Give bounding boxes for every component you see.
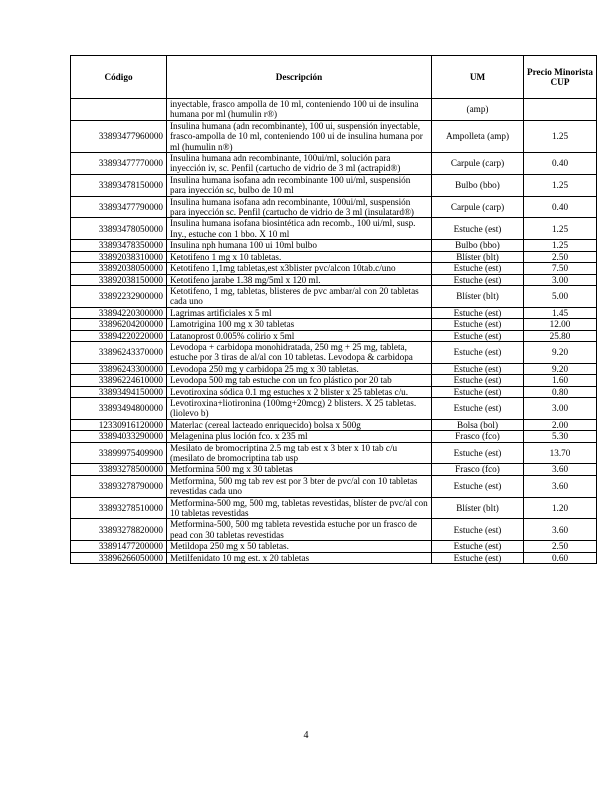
description-cell: Metilfenidato 10 mg est. x 20 tabletas (167, 552, 432, 563)
description-cell: Latanoprost 0.005% colirio x 5ml (167, 330, 432, 341)
code-cell: 33896224610000 (71, 375, 167, 386)
description-cell: Ketotifeno jarabe 1.38 mg/5ml x 120 ml. (167, 274, 432, 285)
table-row (71, 319, 597, 330)
code-cell: 33892232900000 (71, 285, 167, 307)
table-row (71, 541, 597, 552)
um-cell: Ampolleta (amp) (432, 120, 524, 152)
price-cell: 0.40 (524, 196, 597, 218)
um-cell: Estuche (est) (432, 363, 524, 374)
code-cell: 33894220220000 (71, 330, 167, 341)
price-cell: 12.00 (524, 319, 597, 330)
table-row (71, 552, 597, 563)
um-cell: Estuche (est) (432, 307, 524, 318)
description-cell: Melagenina plus loción fco. x 235 ml (167, 431, 432, 442)
um-cell: (amp) (432, 99, 524, 121)
table-row (71, 274, 597, 285)
table-row (71, 341, 597, 363)
table-body (71, 99, 597, 564)
code-cell: 33896243300000 (71, 363, 167, 374)
description-cell: Metformina-500, 500 mg tableta revestida estuche por un frasco de pead con 30 tabletas revestidas (167, 519, 432, 541)
code-cell: 33893494800000 (71, 397, 167, 419)
code-cell: 33892038310000 (71, 251, 167, 262)
um-cell: Frasco (fco) (432, 431, 524, 442)
price-cell: 1.25 (524, 120, 597, 152)
table-row (71, 99, 597, 121)
price-table (70, 55, 597, 564)
um-cell: Estuche (est) (432, 375, 524, 386)
code-cell: 33893478350000 (71, 240, 167, 251)
header-row (71, 56, 597, 99)
price-cell: 9.20 (524, 363, 597, 374)
price-cell: 3.00 (524, 274, 597, 285)
description-cell: Ketotifeno 1,1mg tabletas,est x3blister pvc/alcon 10tab.c/uno (167, 263, 432, 274)
price-cell: 1.25 (524, 174, 597, 196)
code-cell: 33893477960000 (71, 120, 167, 152)
code-cell: 33894033290000 (71, 431, 167, 442)
um-cell: Estuche (est) (432, 386, 524, 397)
um-cell: Blíster (blt) (432, 251, 524, 262)
table-row (71, 285, 597, 307)
description-cell: Insulina humana isofana adn recombinante 100 ui/ml, suspensión para inyección sc, bulbo de 10 ml (167, 174, 432, 196)
um-cell: Estuche (est) (432, 341, 524, 363)
um-cell: Frasco (fco) (432, 464, 524, 475)
description-cell: Lamotrigina 100 mg x 30 tabletas (167, 319, 432, 330)
code-cell: 33893477790000 (71, 196, 167, 218)
code-cell: 33893478150000 (71, 174, 167, 196)
header-price: Precio Minorista CUP (524, 56, 597, 99)
price-cell: 3.00 (524, 397, 597, 419)
um-cell: Carpule (carp) (432, 153, 524, 175)
description-cell: Metildopa 250 mg x 50 tabletas. (167, 541, 432, 552)
um-cell: Estuche (est) (432, 475, 524, 497)
description-cell: Materlac (cereal lacteado enriquecido) bolsa x 500g (167, 419, 432, 430)
price-cell: 7.50 (524, 263, 597, 274)
description-cell: Metformina 500 mg x 30 tabletas (167, 464, 432, 475)
um-cell: Blíster (blt) (432, 285, 524, 307)
price-cell: 0.40 (524, 153, 597, 175)
price-cell: 1.25 (524, 218, 597, 240)
price-cell: 1.45 (524, 307, 597, 318)
um-cell: Carpule (carp) (432, 196, 524, 218)
price-cell: 2.50 (524, 541, 597, 552)
description-cell: Metformina, 500 mg tab rev est por 3 bter de pvc/al con 10 tabletas revestidas cada uno (167, 475, 432, 497)
description-cell: inyectable, frasco ampolla de 10 ml, conteniendo 100 ui de insulina humana por ml (humulin r®) (167, 99, 432, 121)
um-cell: Estuche (est) (432, 274, 524, 285)
price-cell: 5.00 (524, 285, 597, 307)
description-cell: Insulina humana isofana adn recombinante, 100ui/ml, suspensión para inyección sc. Penfil (cartucho de vidrio de 3 ml (insulatard®) (167, 196, 432, 218)
table-row (71, 196, 597, 218)
price-cell: 5.30 (524, 431, 597, 442)
um-cell: Estuche (est) (432, 397, 524, 419)
price-cell: 0.80 (524, 386, 597, 397)
um-cell: Estuche (est) (432, 552, 524, 563)
table-row (71, 251, 597, 262)
price-cell: 9.20 (524, 341, 597, 363)
code-cell: 33893478050000 (71, 218, 167, 240)
table-row (71, 397, 597, 419)
um-cell: Estuche (est) (432, 541, 524, 552)
price-cell (524, 99, 597, 121)
code-cell: 33893278790000 (71, 475, 167, 497)
code-cell: 33892038150000 (71, 274, 167, 285)
table-row (71, 174, 597, 196)
um-cell: Estuche (est) (432, 218, 524, 240)
description-cell: Lagrimas artificiales x 5 ml (167, 307, 432, 318)
code-cell: 33894220300000 (71, 307, 167, 318)
price-cell: 0.60 (524, 552, 597, 563)
code-cell (71, 99, 167, 121)
code-cell: 33896266050000 (71, 552, 167, 563)
header-um: UM (432, 56, 524, 99)
description-cell: Levodopa + carbidopa monohidratada, 250 mg + 25 mg, tableta, estuche por 3 tiras de al/al con 10 tabletas. Levodopa & carbidopa (167, 341, 432, 363)
description-cell: Levodopa 250 mg y carbidopa 25 mg x 30 tabletas. (167, 363, 432, 374)
um-cell: Estuche (est) (432, 330, 524, 341)
price-cell: 3.60 (524, 519, 597, 541)
description-cell: Insulina humana isofana biosintética adn recomb., 100 ui/ml, susp. Iny., estuche con 1 bbo. X 10 ml (167, 218, 432, 240)
code-cell: 12330916120000 (71, 419, 167, 430)
code-cell: 33893278820000 (71, 519, 167, 541)
price-cell: 2.00 (524, 419, 597, 430)
table-row (71, 442, 597, 464)
table-row (71, 464, 597, 475)
table-row (71, 386, 597, 397)
price-cell: 1.25 (524, 240, 597, 251)
um-cell: Estuche (est) (432, 442, 524, 464)
code-cell: 33893477770000 (71, 153, 167, 175)
header-code: Código (71, 56, 167, 99)
code-cell: 33893494150000 (71, 386, 167, 397)
price-cell: 25.80 (524, 330, 597, 341)
price-cell: 2.50 (524, 251, 597, 262)
description-cell: Levotiroxina+liotironina (100mg+20mcg) 2 blisters. X 25 tabletas.(liolevo b) (167, 397, 432, 419)
code-cell: 33896204200000 (71, 319, 167, 330)
description-cell: Insulina humana (adn recombinante), 100 ui, suspensión inyectable, frasco-ampolla de 10 ml, conteniendo 100 ui de insulina humana por ml (humulin n®) (167, 120, 432, 152)
description-cell: Levodopa 500 mg tab estuche con un fco plástico por 20 tab (167, 375, 432, 386)
code-cell: 33893278500000 (71, 464, 167, 475)
table-row (71, 431, 597, 442)
table-row (71, 475, 597, 497)
table-row (71, 419, 597, 430)
table-row (71, 519, 597, 541)
price-cell: 1.20 (524, 497, 597, 519)
price-cell: 13.70 (524, 442, 597, 464)
description-cell: Insulina nph humana 100 ui 10ml bulbo (167, 240, 432, 251)
table-row (71, 240, 597, 251)
um-cell: Estuche (est) (432, 519, 524, 541)
description-cell: Ketotifeno 1 mg x 10 tabletas. (167, 251, 432, 262)
page-number: 4 (303, 730, 309, 741)
table-row (71, 263, 597, 274)
um-cell: Bolsa (bol) (432, 419, 524, 430)
code-cell: 33896243370000 (71, 341, 167, 363)
um-cell: Bulbo (bbo) (432, 240, 524, 251)
table-row (71, 307, 597, 318)
um-cell: Bulbo (bbo) (432, 174, 524, 196)
description-cell: Metformina-500 mg, 500 mg, tabletas revestidas, blíster de pvc/al con 10 tabletas revestidas (167, 497, 432, 519)
code-cell: 33899975409900 (71, 442, 167, 464)
description-cell: Insulina humana adn recombinante, 100ui/ml, solución para inyección iv, sc. Penfil (cartucho de vidrio de 3 ml (actrapid®) (167, 153, 432, 175)
um-cell: Estuche (est) (432, 319, 524, 330)
table-row (71, 363, 597, 374)
um-cell: Blíster (blt) (432, 497, 524, 519)
description-cell: Mesilato de bromocriptina 2.5 mg tab est x 3 bter x 10 tab c/u (mesilato de bromocriptina tab usp (167, 442, 432, 464)
code-cell: 33891477200000 (71, 541, 167, 552)
code-cell: 33893278510000 (71, 497, 167, 519)
price-cell: 1.60 (524, 375, 597, 386)
table-row (71, 153, 597, 175)
table-row (71, 218, 597, 240)
code-cell: 33892038050000 (71, 263, 167, 274)
price-cell: 3.60 (524, 464, 597, 475)
description-cell: Ketotifeno, 1 mg, tabletas, blisteres de pvc ambar/al con 20 tabletas cada uno (167, 285, 432, 307)
description-cell: Levotiroxina sódica 0.1 mg estuches x 2 blister x 25 tabletas c/u. (167, 386, 432, 397)
table-row (71, 120, 597, 152)
price-cell: 3.60 (524, 475, 597, 497)
um-cell: Estuche (est) (432, 263, 524, 274)
table-row (71, 330, 597, 341)
header-description: Descripción (167, 56, 432, 99)
table-row (71, 497, 597, 519)
table-row (71, 375, 597, 386)
